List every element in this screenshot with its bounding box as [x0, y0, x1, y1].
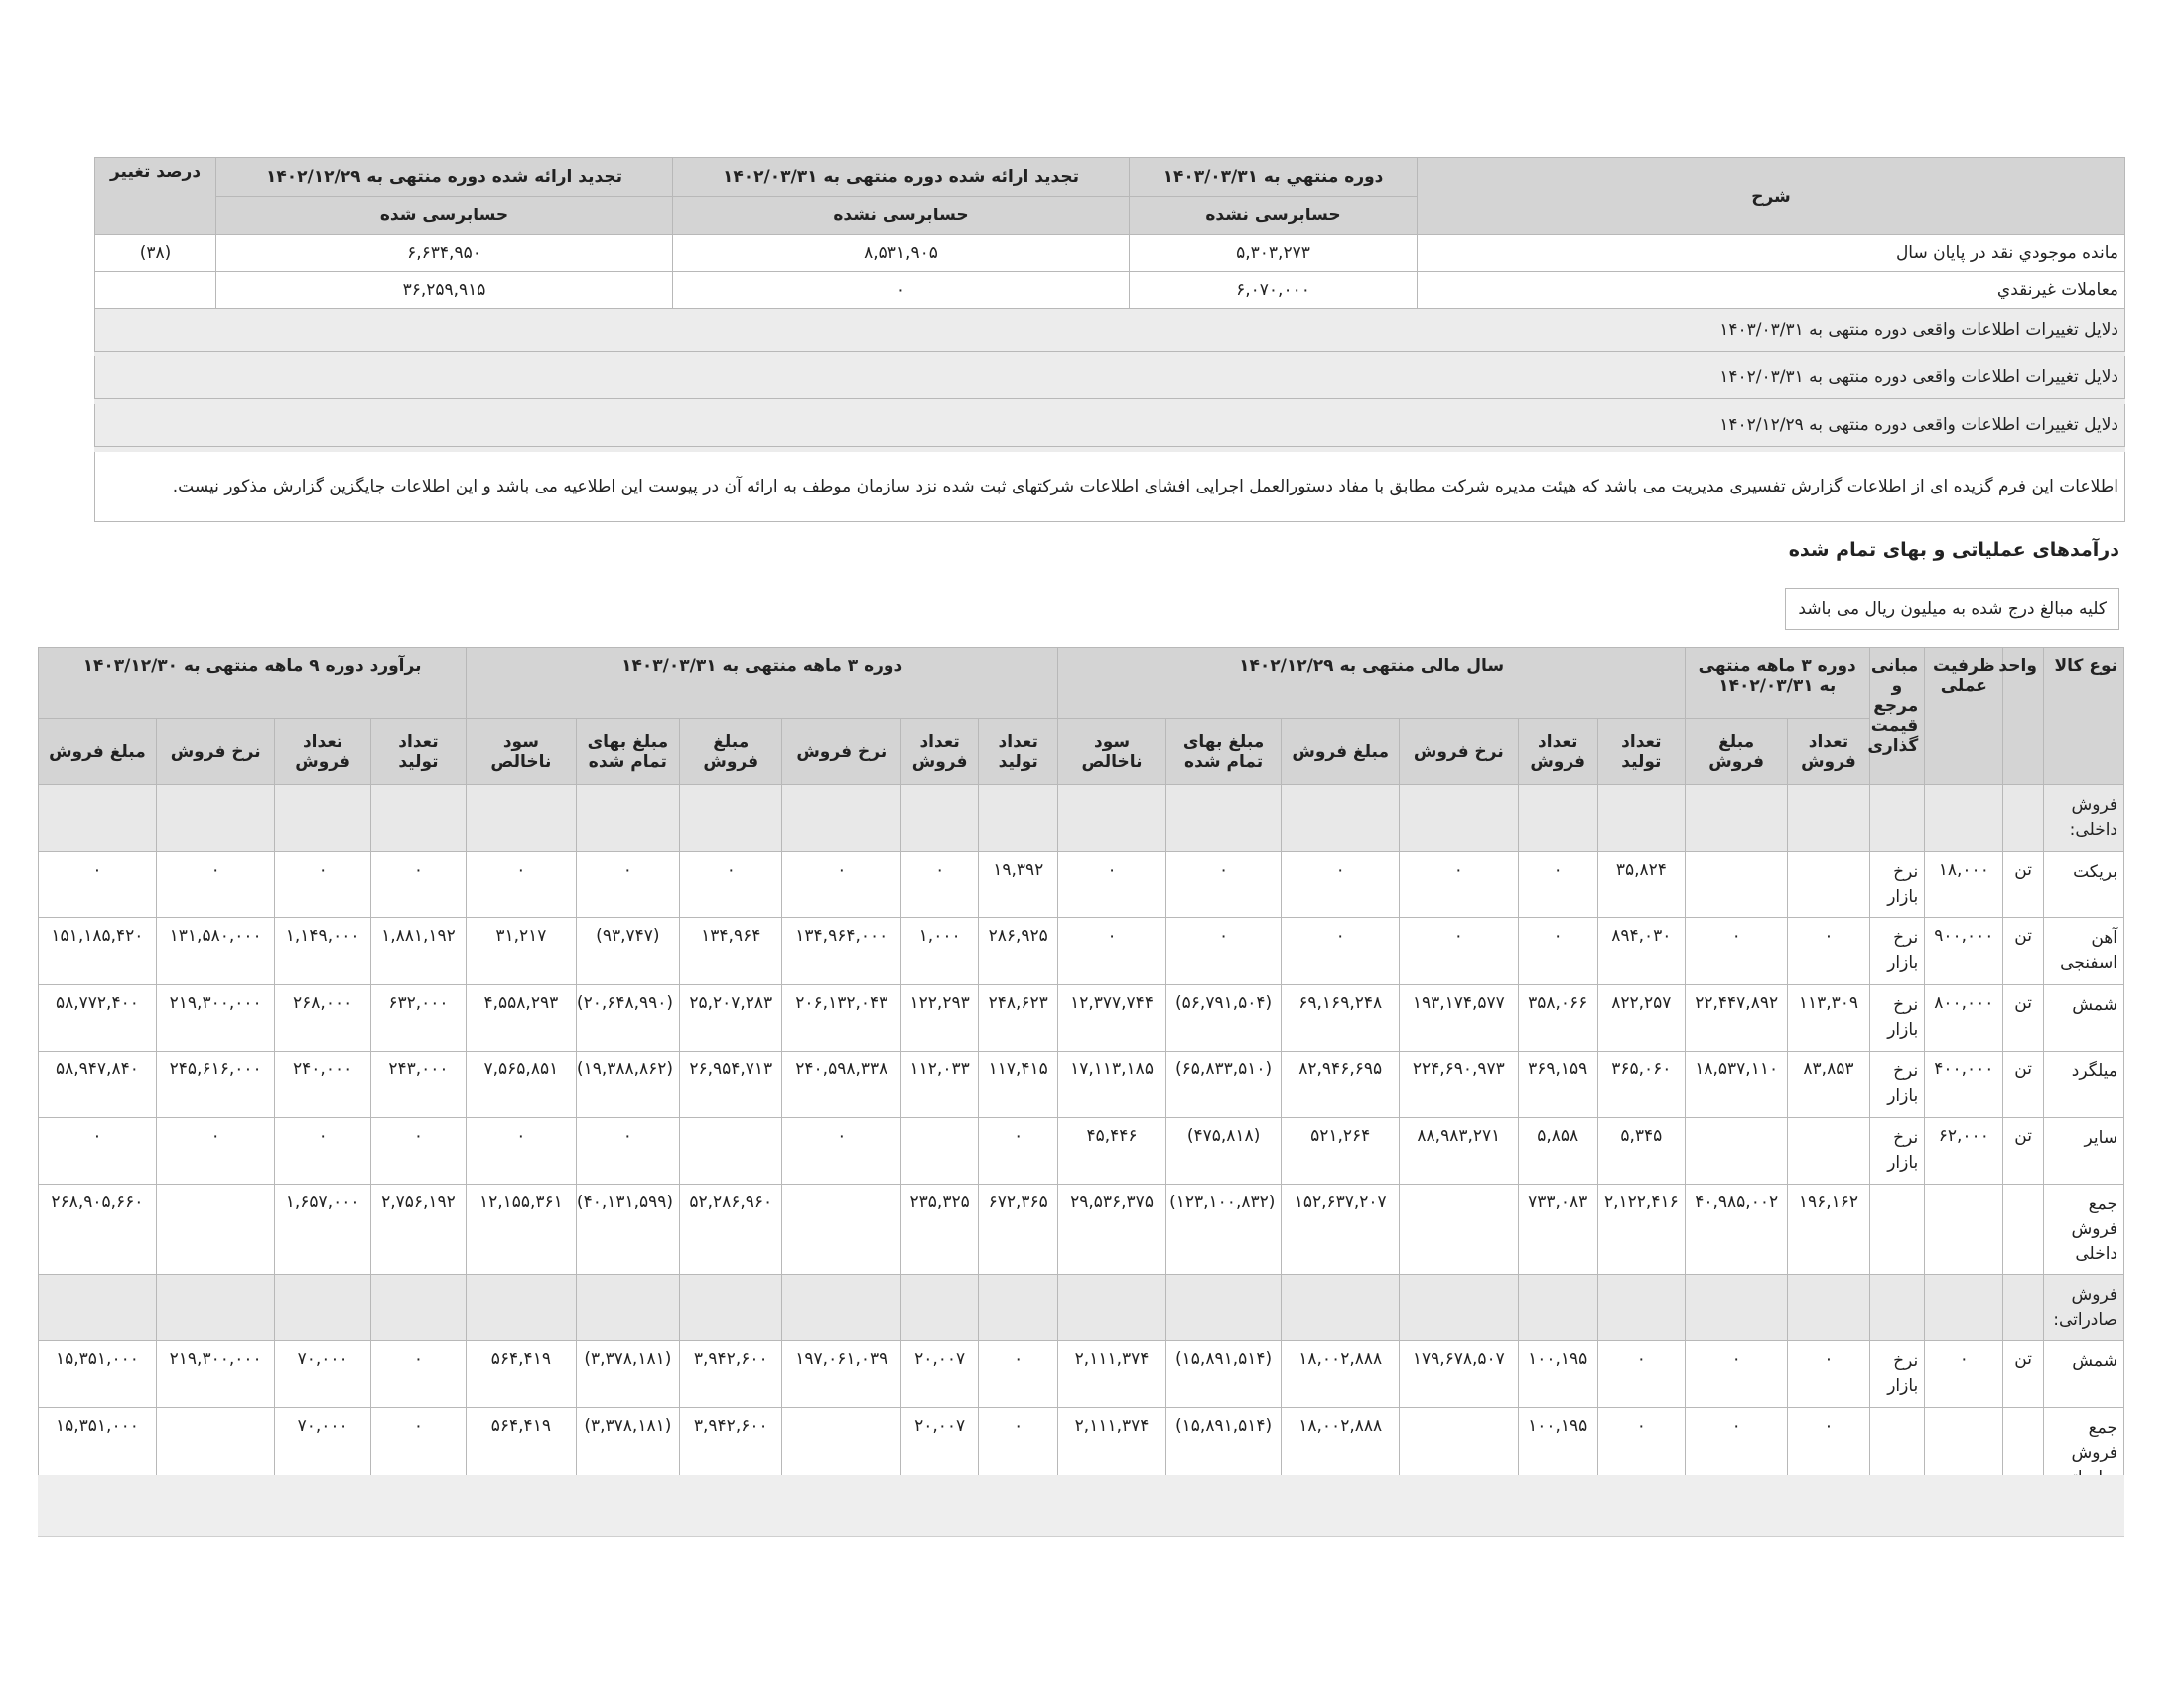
group-label: فروش صادراتی:	[2043, 1275, 2123, 1341]
header-p2-status: حسابرسی نشده	[673, 197, 1130, 235]
empty-cell	[576, 785, 679, 852]
unit-cell: تن	[2003, 1052, 2044, 1118]
value-cell: ۵۸,۷۷۲,۴۰۰	[39, 985, 157, 1052]
table-row	[39, 985, 2124, 1052]
empty-cell	[1058, 1275, 1166, 1341]
value-cell: ۱,۰۰۰	[901, 918, 979, 985]
value-cell: ۱۲۲,۲۹۳	[901, 985, 979, 1052]
empty-cell	[1400, 1275, 1519, 1341]
value-cell: ۱,۸۸۱,۱۹۲	[370, 918, 466, 985]
value-cell: ۶۷۲,۳۶۵	[979, 1185, 1058, 1275]
header-p1: دوره منتهي به ۱۴۰۳/۰۳/۳۱	[1130, 158, 1418, 197]
empty-cell	[39, 785, 157, 852]
value-cell: ۱۹۳,۱۷۴,۵۷۷	[1400, 985, 1519, 1052]
value-cell: ۱۳۴,۹۶۴,۰۰۰	[782, 918, 901, 985]
empty-cell	[1597, 785, 1685, 852]
value-cell: ۰	[1685, 1408, 1787, 1498]
value-cell: ۰	[979, 1408, 1058, 1498]
value-cell: ۰	[1685, 918, 1787, 985]
value-cell: ۲۶۸,۰۰۰	[275, 985, 370, 1052]
value-cell: ۱۱۳,۳۰۹	[1788, 985, 1869, 1052]
summary-table	[94, 157, 2125, 522]
value-cell: (۵۶,۷۹۱,۵۰۴)	[1165, 985, 1282, 1052]
empty-cell	[1165, 785, 1282, 852]
value-cell: ۲۴۳,۰۰۰	[370, 1052, 466, 1118]
value-cell: ۱۸,۵۳۷,۱۱۰	[1685, 1052, 1787, 1118]
header-group-3: دوره ۳ ماهه منتهی به ۱۴۰۳/۰۳/۳۱	[467, 648, 1058, 719]
empty-cell	[156, 1275, 275, 1341]
value-cell	[1788, 1118, 1869, 1185]
empty-cell	[1518, 1275, 1597, 1341]
value-cell: ۰	[1518, 918, 1597, 985]
value-cell: ۱۸,۰۰۲,۸۸۸	[1282, 1341, 1400, 1408]
header-group-1: دوره ۳ ماهه منتهی به ۱۴۰۲/۰۳/۳۱	[1685, 648, 1869, 719]
value-cell: ۸۸,۹۸۳,۲۷۱	[1400, 1118, 1519, 1185]
empty-cell	[1925, 1185, 2003, 1275]
value-cell: ۰	[156, 1118, 275, 1185]
table-row	[39, 918, 2124, 985]
value-cell: ۲,۱۱۱,۳۷۴	[1058, 1341, 1166, 1408]
reason-row: دلایل تغییرات اطلاعات واقعی دوره منتهی به ۱۴۰۲/۰۳/۳۱	[95, 356, 2125, 399]
empty-cell	[1282, 1275, 1400, 1341]
value-cell	[901, 1118, 979, 1185]
value-cell: ۲۶,۹۵۴,۷۱۳	[680, 1052, 782, 1118]
header-sale-rate: نرخ فروش	[782, 719, 901, 785]
header-change: درصد تغییر	[95, 158, 216, 235]
domestic-sales-group	[39, 785, 2124, 852]
empty-cell	[275, 785, 370, 852]
header-p2: تجدید ارائه شده دوره منتهی به ۱۴۰۲/۰۳/۳۱	[673, 158, 1130, 197]
row-label: جمع فروش داخلی	[2043, 1185, 2123, 1275]
value-cell: (۴۰,۱۳۱,۵۹۹)	[576, 1185, 679, 1275]
value-cell: ۱۰۰,۱۹۵	[1518, 1408, 1597, 1498]
value-cell	[156, 1185, 275, 1275]
empty-cell	[467, 785, 577, 852]
value-cell: ۲۶۸,۹۰۵,۶۶۰	[39, 1185, 157, 1275]
value-cell	[680, 1118, 782, 1185]
value-cell: ۱۵,۳۵۱,۰۰۰	[39, 1341, 157, 1408]
empty-cell	[1869, 1275, 1925, 1341]
row-p2: ۸,۵۳۱,۹۰۵	[673, 235, 1130, 272]
value-cell: ۳۱,۲۱۷	[467, 918, 577, 985]
value-cell: ۰	[1165, 918, 1282, 985]
header-sale-amt: مبلغ فروش	[1282, 719, 1400, 785]
empty-cell	[39, 1275, 157, 1341]
value-cell: ۲۰,۰۰۷	[901, 1408, 979, 1498]
header-group-4: برآورد دوره ۹ ماهه منتهی به ۱۴۰۳/۱۲/۳۰	[39, 648, 467, 719]
disclaimer-note: اطلاعات این فرم گزیده ای از اطلاعات گزارش تفسیری مدیریت می باشد که هیئت مدیره شرکت مطابق با مفاد دستورالعمل اجرایی افشای اطلاعات شرکتهای ثبت شده نزد سازمان موطف به ارائه آن در پیوست این اطلاعیه می باشد و این اطلاعات جایگزین گزارش مذکور نیست.	[95, 452, 2125, 522]
empty-cell	[2003, 1275, 2044, 1341]
value-cell: ۲۴۰,۰۰۰	[275, 1052, 370, 1118]
value-cell: ۲۰,۰۰۷	[901, 1341, 979, 1408]
row-p1: ۶,۰۷۰,۰۰۰	[1130, 272, 1418, 309]
empty-cell	[1058, 785, 1166, 852]
empty-cell	[680, 1275, 782, 1341]
value-cell: ۰	[1058, 918, 1166, 985]
value-cell	[1400, 1185, 1519, 1275]
value-cell: ۱۹۶,۱۶۲	[1788, 1185, 1869, 1275]
value-cell: ۰	[979, 1341, 1058, 1408]
row-p2: ۰	[673, 272, 1130, 309]
value-cell	[1788, 852, 1869, 918]
value-cell: ۲۰۶,۱۳۲,۰۴۳	[782, 985, 901, 1052]
value-cell: (۱۹,۳۸۸,۸۶۲)	[576, 1052, 679, 1118]
value-cell: ۲۴۵,۶۱۶,۰۰۰	[156, 1052, 275, 1118]
value-cell: ۳۶۵,۰۶۰	[1597, 1052, 1685, 1118]
value-cell: ۰	[1788, 1408, 1869, 1498]
value-cell: ۴۵,۴۴۶	[1058, 1118, 1166, 1185]
empty-cell	[275, 1275, 370, 1341]
value-cell: ۴,۵۵۸,۲۹۳	[467, 985, 577, 1052]
value-cell: (۳,۳۷۸,۱۸۱)	[576, 1408, 679, 1498]
unit-cell: تن	[2003, 852, 2044, 918]
value-cell: ۴۰,۹۸۵,۰۰۲	[1685, 1185, 1787, 1275]
empty-cell	[1869, 1185, 1925, 1275]
value-cell: ۲۳۵,۳۲۵	[901, 1185, 979, 1275]
header-desc: شرح	[1418, 158, 2125, 235]
value-cell	[1685, 852, 1787, 918]
header-capacity: ظرفیت عملی	[1925, 648, 2003, 785]
value-cell: ۱۹,۳۹۲	[979, 852, 1058, 918]
value-cell: (۱۵,۸۹۱,۵۱۴)	[1165, 1408, 1282, 1498]
header-p3: تجدید ارائه شده دوره منتهی به ۱۴۰۲/۱۲/۲۹	[216, 158, 673, 197]
capacity-cell: ۰	[1925, 1341, 2003, 1408]
empty-cell	[1165, 1275, 1282, 1341]
value-cell: ۷۰,۰۰۰	[275, 1408, 370, 1498]
header-sale-amt: مبلغ فروش	[1685, 719, 1787, 785]
value-cell: ۲,۷۵۶,۱۹۲	[370, 1185, 466, 1275]
value-cell: ۱۵,۳۵۱,۰۰۰	[39, 1408, 157, 1498]
header-sale-qty: تعداد فروش	[1788, 719, 1869, 785]
empty-cell	[1400, 785, 1519, 852]
value-cell: ۱,۶۵۷,۰۰۰	[275, 1185, 370, 1275]
value-cell: ۰	[1400, 918, 1519, 985]
value-cell: ۵۲۱,۲۶۴	[1282, 1118, 1400, 1185]
pricing-cell: نرخ بازار	[1869, 985, 1925, 1052]
table-row	[39, 1341, 2124, 1408]
header-sale-rate: نرخ فروش	[156, 719, 275, 785]
empty-cell	[2003, 785, 2044, 852]
unit-cell: تن	[2003, 985, 2044, 1052]
value-cell: ۰	[1282, 918, 1400, 985]
capacity-cell: ۶۲,۰۰۰	[1925, 1118, 2003, 1185]
value-cell: ۱۵۲,۶۳۷,۲۰۷	[1282, 1185, 1400, 1275]
empty-cell	[1788, 1275, 1869, 1341]
value-cell	[782, 1185, 901, 1275]
empty-cell	[901, 785, 979, 852]
value-cell: ۰	[275, 1118, 370, 1185]
value-cell: ۱۱۷,۴۱۵	[979, 1052, 1058, 1118]
empty-cell	[156, 785, 275, 852]
value-cell: ۵,۳۴۵	[1597, 1118, 1685, 1185]
value-cell: ۵۶۴,۴۱۹	[467, 1408, 577, 1498]
value-cell: ۰	[576, 852, 679, 918]
header-sale-qty: تعداد فروش	[275, 719, 370, 785]
empty-cell	[979, 785, 1058, 852]
value-cell: ۰	[467, 1118, 577, 1185]
header-prod-qty: تعداد تولید	[1597, 719, 1685, 785]
non-cash-row	[95, 272, 2125, 309]
header-cost: مبلغ بهای تمام شده	[1165, 719, 1282, 785]
capacity-cell: ۱۸,۰۰۰	[1925, 852, 2003, 918]
header-gross: سود ناخالص	[467, 719, 577, 785]
value-cell: (۱۲۳,۱۰۰,۸۳۲)	[1165, 1185, 1282, 1275]
value-cell: ۷,۵۶۵,۸۵۱	[467, 1052, 577, 1118]
value-cell: ۲۵,۲۰۷,۲۸۳	[680, 985, 782, 1052]
empty-cell	[1685, 785, 1787, 852]
header-p1-status: حسابرسی نشده	[1130, 197, 1418, 235]
value-cell: ۲۴۰,۵۹۸,۳۳۸	[782, 1052, 901, 1118]
value-cell: ۲۲,۴۴۷,۸۹۲	[1685, 985, 1787, 1052]
value-cell: ۰	[467, 852, 577, 918]
value-cell: ۲۴۸,۶۲۳	[979, 985, 1058, 1052]
reason-row: دلایل تغییرات اطلاعات واقعی دوره منتهی به ۱۴۰۳/۰۳/۳۱	[95, 309, 2125, 352]
value-cell: ۱۲,۱۵۵,۳۶۱	[467, 1185, 577, 1275]
value-cell: ۰	[1685, 1341, 1787, 1408]
product-name: سایر	[2043, 1118, 2123, 1185]
value-cell: ۰	[370, 852, 466, 918]
empty-cell	[1597, 1275, 1685, 1341]
value-cell: ۱۸,۰۰۲,۸۸۸	[1282, 1408, 1400, 1498]
pricing-cell: نرخ بازار	[1869, 852, 1925, 918]
table-footer-bar	[38, 1475, 2124, 1537]
product-name: شمش	[2043, 985, 2123, 1052]
empty-cell	[979, 1275, 1058, 1341]
value-cell: ۳,۹۴۲,۶۰۰	[680, 1408, 782, 1498]
value-cell: ۲۱۹,۳۰۰,۰۰۰	[156, 1341, 275, 1408]
value-cell: ۸۳,۸۵۳	[1788, 1052, 1869, 1118]
value-cell: ۵,۸۵۸	[1518, 1118, 1597, 1185]
unit-cell: تن	[2003, 918, 2044, 985]
pricing-cell: نرخ بازار	[1869, 1118, 1925, 1185]
product-name: میلگرد	[2043, 1052, 2123, 1118]
capacity-cell: ۸۰۰,۰۰۰	[1925, 985, 2003, 1052]
empty-cell	[467, 1275, 577, 1341]
value-cell: ۳۵۸,۰۶۶	[1518, 985, 1597, 1052]
header-unit: واحد	[2003, 648, 2044, 785]
header-prod-qty: تعداد تولید	[370, 719, 466, 785]
value-cell: ۰	[275, 852, 370, 918]
value-cell: ۶۹,۱۶۹,۲۴۸	[1282, 985, 1400, 1052]
pricing-cell: نرخ بازار	[1869, 918, 1925, 985]
value-cell: ۱۰۰,۱۹۵	[1518, 1341, 1597, 1408]
header-prod-qty: تعداد تولید	[979, 719, 1058, 785]
value-cell: ۳۶۹,۱۵۹	[1518, 1052, 1597, 1118]
value-cell: ۰	[1788, 1341, 1869, 1408]
row-change: (۳۸)	[95, 235, 216, 272]
capacity-cell: ۴۰۰,۰۰۰	[1925, 1052, 2003, 1118]
revenue-table	[38, 647, 2124, 1498]
header-sale-amt: مبلغ فروش	[680, 719, 782, 785]
value-cell: ۵۸,۹۴۷,۸۴۰	[39, 1052, 157, 1118]
header-p3-status: حسابرسی شده	[216, 197, 673, 235]
empty-cell	[901, 1275, 979, 1341]
value-cell: ۰	[1282, 852, 1400, 918]
product-name: آهن اسفنجی	[2043, 918, 2123, 985]
header-product: نوع کالا	[2043, 648, 2123, 785]
value-cell: ۰	[156, 852, 275, 918]
value-cell: ۳۵,۸۲۴	[1597, 852, 1685, 918]
header-gross: سود ناخالص	[1058, 719, 1166, 785]
value-cell: ۰	[370, 1408, 466, 1498]
unit-cell: تن	[2003, 1341, 2044, 1408]
value-cell: ۰	[576, 1118, 679, 1185]
empty-cell	[1869, 785, 1925, 852]
empty-cell	[1685, 1275, 1787, 1341]
unit-cell: تن	[2003, 1118, 2044, 1185]
value-cell: (۹۳,۷۴۷)	[576, 918, 679, 985]
header-sale-qty: تعداد فروش	[901, 719, 979, 785]
section-title: درآمدهای عملیاتی و بهای تمام شده	[1788, 539, 2119, 561]
header-sale-qty: تعداد فروش	[1518, 719, 1597, 785]
value-cell: ۵۲,۲۸۶,۹۶۰	[680, 1185, 782, 1275]
pricing-cell: نرخ بازار	[1869, 1052, 1925, 1118]
value-cell: ۲,۱۱۱,۳۷۴	[1058, 1408, 1166, 1498]
row-desc: معاملات غيرنقدي	[1418, 272, 2125, 309]
empty-cell	[370, 785, 466, 852]
header-group-2: سال مالی منتهی به ۱۴۰۲/۱۲/۲۹	[1058, 648, 1686, 719]
value-cell: ۰	[1518, 852, 1597, 918]
header-sale-rate: نرخ فروش	[1400, 719, 1519, 785]
value-cell: ۷۳۳,۰۸۳	[1518, 1185, 1597, 1275]
value-cell: (۱۵,۸۹۱,۵۱۴)	[1165, 1341, 1282, 1408]
value-cell: ۲,۱۲۲,۴۱۶	[1597, 1185, 1685, 1275]
value-cell: ۶۳۲,۰۰۰	[370, 985, 466, 1052]
empty-cell	[576, 1275, 679, 1341]
empty-cell	[782, 785, 901, 852]
row-label: جمع فروش	[2043, 1408, 2123, 1498]
empty-cell	[2003, 1185, 2044, 1275]
value-cell	[1685, 1118, 1787, 1185]
value-cell: ۰	[370, 1341, 466, 1408]
table-row	[39, 1118, 2124, 1185]
value-cell: (۶۵,۸۳۳,۵۱۰)	[1165, 1052, 1282, 1118]
value-cell: ۵۶۴,۴۱۹	[467, 1341, 577, 1408]
product-name: بریکت	[2043, 852, 2123, 918]
value-cell: ۰	[370, 1118, 466, 1185]
value-cell: ۰	[1597, 1341, 1685, 1408]
value-cell: ۰	[782, 852, 901, 918]
empty-cell	[1518, 785, 1597, 852]
value-cell: ۱۲,۳۷۷,۷۴۴	[1058, 985, 1166, 1052]
value-cell: ۲۸۶,۹۲۵	[979, 918, 1058, 985]
table-row	[39, 852, 2124, 918]
empty-cell	[782, 1275, 901, 1341]
value-cell: ۰	[1597, 1408, 1685, 1498]
value-cell: ۰	[39, 852, 157, 918]
value-cell: ۰	[680, 852, 782, 918]
pricing-cell: نرخ بازار	[1869, 1341, 1925, 1408]
empty-cell	[1925, 1275, 2003, 1341]
header-sale-amt: مبلغ فروش	[39, 719, 157, 785]
value-cell: ۸۹۴,۰۳۰	[1597, 918, 1685, 985]
value-cell: ۰	[1788, 918, 1869, 985]
empty-cell	[1788, 785, 1869, 852]
value-cell: ۱۵۱,۱۸۵,۴۲۰	[39, 918, 157, 985]
header-cost: مبلغ بهای تمام شده	[576, 719, 679, 785]
header-pricing: مبانی و مرجع قیمت گذاری	[1869, 648, 1925, 785]
unit-note: کلیه مبالغ درج شده به میلیون ریال می باشد	[1785, 588, 2119, 630]
empty-cell	[1282, 785, 1400, 852]
row-p3: ۶,۶۳۴,۹۵۰	[216, 235, 673, 272]
table-row	[39, 1052, 2124, 1118]
row-desc: مانده موجودي نقد در پايان سال	[1418, 235, 2125, 272]
group-label: فروش داخلی:	[2043, 785, 2123, 852]
value-cell: ۱۳۱,۵۸۰,۰۰۰	[156, 918, 275, 985]
revenue-table-body	[39, 785, 2124, 1498]
capacity-cell: ۹۰۰,۰۰۰	[1925, 918, 2003, 985]
value-cell: ۲۱۹,۳۰۰,۰۰۰	[156, 985, 275, 1052]
total-row	[39, 1185, 2124, 1275]
value-cell: ۰	[1165, 852, 1282, 918]
export-sales-group	[39, 1275, 2124, 1341]
value-cell: ۰	[1058, 852, 1166, 918]
value-cell: (۳,۳۷۸,۱۸۱)	[576, 1341, 679, 1408]
empty-cell	[1925, 785, 2003, 852]
cash-balance-row	[95, 235, 2125, 272]
value-cell: ۱۳۴,۹۶۴	[680, 918, 782, 985]
empty-cell	[680, 785, 782, 852]
value-cell: ۱۹۷,۰۶۱,۰۳۹	[782, 1341, 901, 1408]
value-cell: ۱۷۹,۶۷۸,۵۰۷	[1400, 1341, 1519, 1408]
value-cell: ۷۰,۰۰۰	[275, 1341, 370, 1408]
empty-cell	[370, 1275, 466, 1341]
row-p1: ۵,۳۰۳,۲۷۳	[1130, 235, 1418, 272]
value-cell: ۰	[901, 852, 979, 918]
value-cell: ۰	[39, 1118, 157, 1185]
value-cell: ۲۹,۵۳۶,۳۷۵	[1058, 1185, 1166, 1275]
value-cell: ۱,۱۴۹,۰۰۰	[275, 918, 370, 985]
value-cell: ۱۱۲,۰۳۳	[901, 1052, 979, 1118]
value-cell: ۱۷,۱۱۳,۱۸۵	[1058, 1052, 1166, 1118]
product-name: شمش	[2043, 1341, 2123, 1408]
value-cell: ۰	[1400, 852, 1519, 918]
value-cell: ۰	[782, 1118, 901, 1185]
reason-row: دلایل تغییرات اطلاعات واقعی دوره منتهی به ۱۴۰۲/۱۲/۲۹	[95, 404, 2125, 447]
value-cell: ۰	[979, 1118, 1058, 1185]
value-cell: ۳,۹۴۲,۶۰۰	[680, 1341, 782, 1408]
row-change	[95, 272, 216, 309]
value-cell: (۲۰,۶۴۸,۹۹۰)	[576, 985, 679, 1052]
value-cell: ۸۲۲,۲۵۷	[1597, 985, 1685, 1052]
row-p3: ۳۶,۲۵۹,۹۱۵	[216, 272, 673, 309]
value-cell: (۴۷۵,۸۱۸)	[1165, 1118, 1282, 1185]
value-cell: ۲۲۴,۶۹۰,۹۷۳	[1400, 1052, 1519, 1118]
value-cell: ۸۲,۹۴۶,۶۹۵	[1282, 1052, 1400, 1118]
